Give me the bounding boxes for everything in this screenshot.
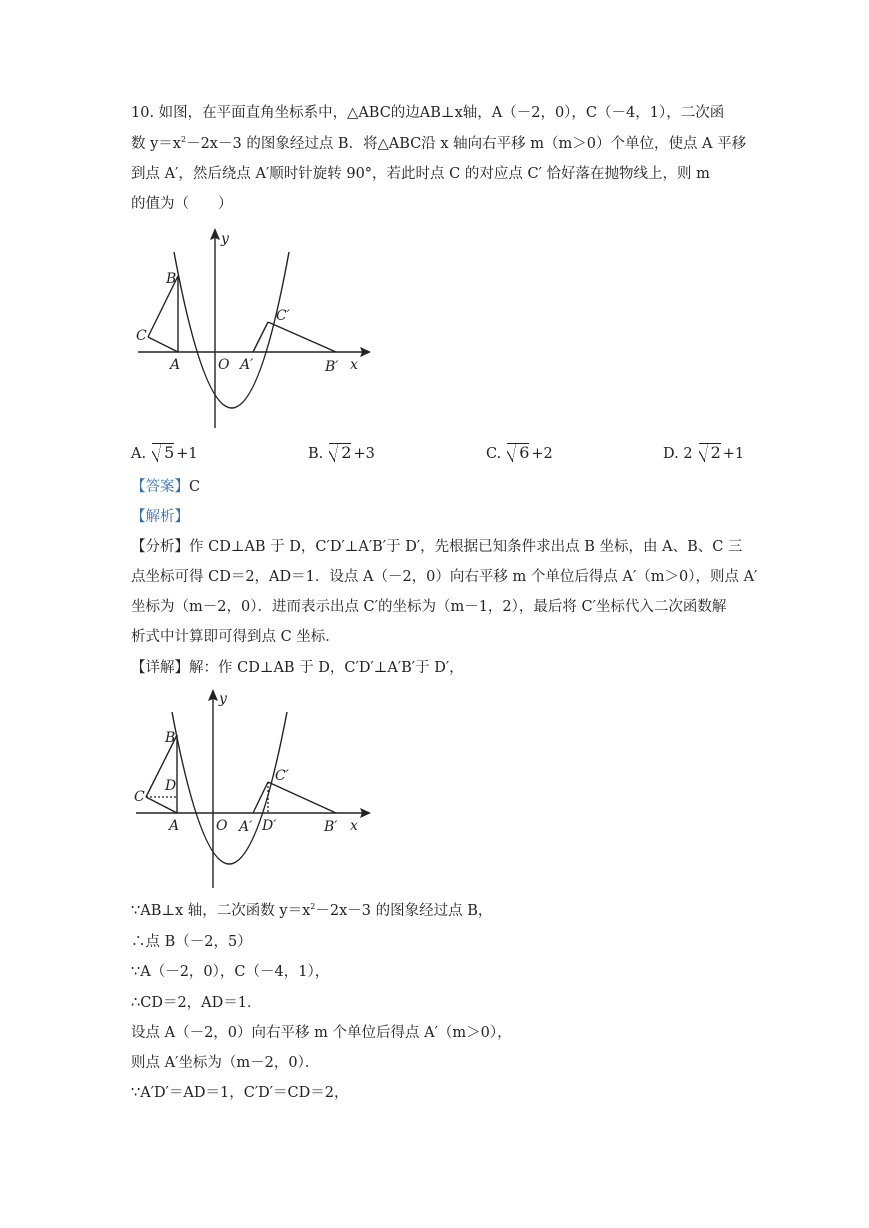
label-a: A <box>170 357 181 373</box>
xiangjie-line: 【详解】解：作 CD⊥AB 于 D，C′D′⊥A′B′于 D′， <box>131 660 464 676</box>
answer-line: 【答案】C <box>131 479 201 495</box>
question-line-1: 10. 如图，在平面直角坐标系中，△ABC的边AB⊥x轴，A（－2，0），C（－4，1），二次函 <box>131 105 725 121</box>
segment-a1c1 <box>253 322 268 352</box>
fenxi-line-4: 析式中计算即可得到点 C 坐标． <box>131 629 340 645</box>
label-a-prime: A′ <box>240 357 254 373</box>
parabola <box>174 252 289 408</box>
question-line-4: 的值为（ ） <box>131 196 233 212</box>
sqrt-symbol: 5 <box>152 443 174 462</box>
label-a: A <box>169 818 180 834</box>
label-c: C <box>134 789 145 805</box>
label-x: x <box>350 818 358 834</box>
fenxi-line-1: 【分析】作 CD⊥AB 于 D，C′D′⊥A′B′于 D′，先根据已知条件求出点 B 坐标，由 A、B、C 三 <box>131 539 743 555</box>
label-x: x <box>350 357 358 373</box>
fenxi-line-3: 坐标为（m－2，0）．进而表示出点 C′的坐标为（m－1，2），最后将 C′坐标代入二次函数解 <box>131 599 727 615</box>
segment-c1b1 <box>268 322 336 352</box>
label-y: y <box>221 231 229 247</box>
option-b[interactable]: B. 2 +3 <box>308 443 375 462</box>
label-b-prime: B′ <box>324 819 338 835</box>
figure-2-diagram <box>131 685 381 895</box>
label-a-prime: A′ <box>239 819 253 835</box>
segment-ca <box>146 797 177 813</box>
analysis-heading: 【解析】 <box>131 509 189 525</box>
figure-1 <box>131 225 381 440</box>
segment-c1b1 <box>268 782 336 813</box>
fenxi-line-2: 点坐标可得 CD＝2，AD＝1．设点 A（－2，0）向右平移 m 个单位后得点 A′（m＞0），则点 A′ <box>131 569 758 585</box>
label-c-prime: C′ <box>275 768 289 784</box>
segment-a1c1 <box>253 782 268 813</box>
sqrt-symbol: 2 <box>699 443 721 462</box>
question-line-2: 数 $y=x^2-2x-3$ 的图象经过点 B．将△ABC沿 x 轴向右平移 m（m＞0）个单位，使点 A 平移 <box>131 135 747 152</box>
option-d[interactable]: D. 2 2 +1 <box>663 443 745 462</box>
label-y: y <box>219 691 227 707</box>
step-7: ∵A′D′＝AD＝1，C′D′＝CD＝2， <box>131 1085 349 1101</box>
step-4: ∴CD＝2，AD＝1． <box>131 995 262 1011</box>
label-d-prime: D′ <box>262 818 277 834</box>
answer-options <box>131 442 751 468</box>
label-o: O <box>218 357 230 373</box>
step-5: 设点 A（－2，0）向右平移 m 个单位后得点 A′（m＞0）， <box>131 1025 512 1041</box>
label-o: O <box>216 818 228 834</box>
option-a[interactable]: A. 5 +1 <box>131 443 198 462</box>
figure-2 <box>131 685 381 895</box>
label-c: C <box>136 328 147 344</box>
step-6: 则点 A′坐标为（m－2，0）． <box>131 1055 320 1071</box>
label-c-prime: C′ <box>276 308 290 324</box>
step-3: ∵A（－2，0），C（－4，1）， <box>131 964 330 980</box>
sqrt-symbol: 2 <box>329 443 351 462</box>
step-2: ∴点 B（－2，5） <box>131 934 252 950</box>
segment-ca <box>148 337 178 352</box>
figure-1-diagram <box>131 225 381 440</box>
label-d: D <box>165 778 177 794</box>
label-b-prime: B′ <box>325 359 339 375</box>
sqrt-symbol: 6 <box>507 443 529 462</box>
option-c[interactable]: C. 6 +2 <box>486 443 553 462</box>
parabola <box>172 712 287 864</box>
question-line-3: 到点 A′，然后绕点 A′顺时针旋转 90°，若此时点 C 的对应点 C′ 恰好落在抛物线上，则 m <box>131 166 710 182</box>
label-b: B <box>166 271 177 287</box>
step-1: ∵AB⊥x 轴，二次函数 $y=x^2-2x-3$ 的图象经过点 B， <box>131 902 493 919</box>
label-b: B <box>165 730 176 746</box>
